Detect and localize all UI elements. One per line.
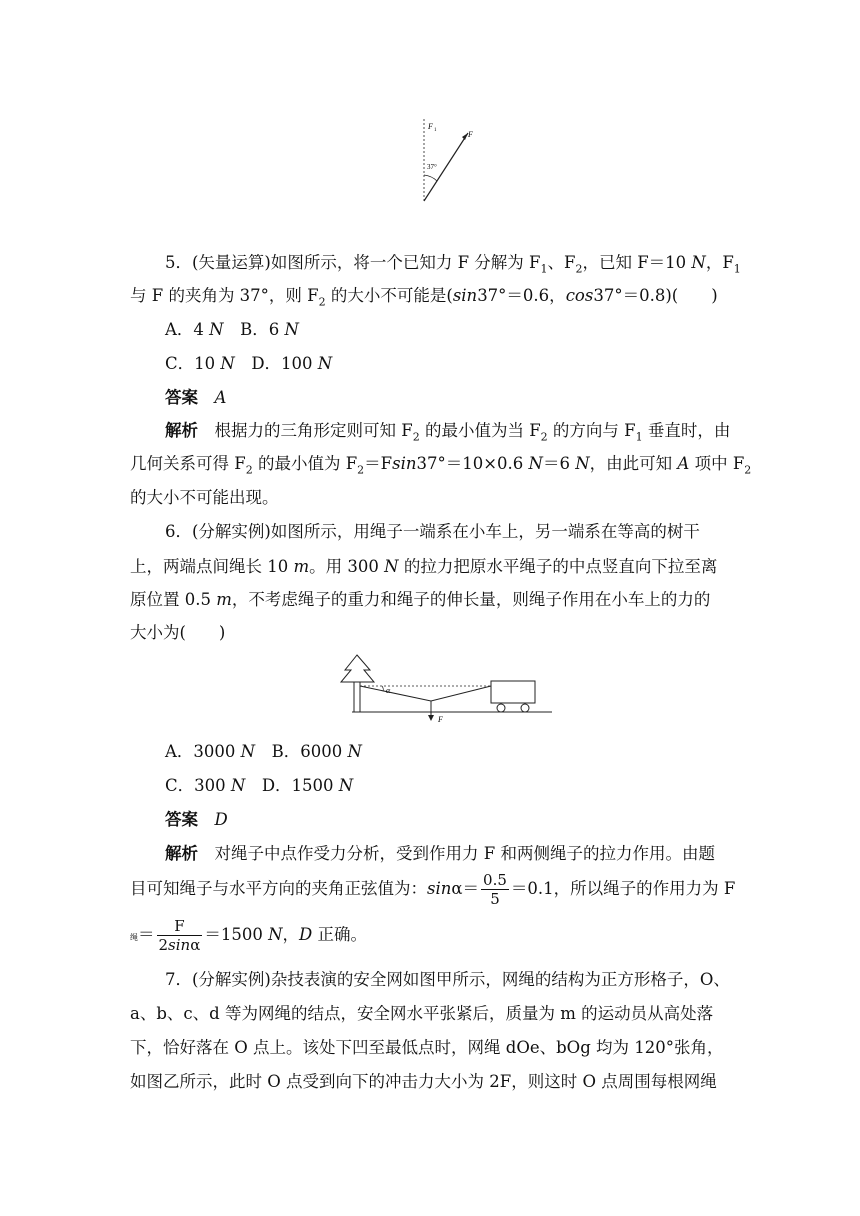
q6-options-ab: A．3000 N B．6000 N [165,742,362,761]
q6-line2: 上，两端点间绳长 10 m。用 300 N 的拉力把原水平绳子的中点竖直向下拉至离 [130,557,718,576]
q5-answer: 答案 A [165,388,227,407]
q5-explanation-1: 解析 根据力的三角形定则可知 $F_2$ 的最小值为当 $F_2$ 的方向与 $F_1$ 垂直时，由 [165,421,731,444]
q5-options-ab: A．4 N B．6 N [165,320,299,339]
q7-line3: 下，恰好落在 O 点上。该处下凹至最低点时，网绳 dOe、bOg 均为 120°张角， [130,1038,724,1057]
label-f: F [468,130,473,139]
svg-text:1: 1 [434,128,437,133]
q5-line1: 5．(矢量运算)如图所示，将一个已知力 F 分解为 $F_1$、$F_2$，已知 F＝10 N，$F_1$ [165,253,741,276]
q6-explanation-1: 解析 对绳子中点作受力分析，受到作用力 F 和两侧绳子的拉力作用。由题 [165,844,715,863]
q7-line4: 如图乙所示，此时 O 点受到向下的冲击力大小为 2F，则这时 O 点周围每根网绳 [130,1072,717,1091]
q6-explanation-3: 绳＝ $\frac{F}{2\sin\alpha}$ ＝1500 N，D 正确。 [130,917,368,954]
fraction-force: $\frac{F}{2\sin\alpha}$ [158,917,201,954]
force-diagram [410,115,490,207]
q5-options-cd: C．10 N D．100 N [165,354,333,373]
fraction-sine: $\frac{0.5}{5}$ [483,871,507,908]
q6-line4: 大小为( ) [130,623,226,642]
angle-label: 37° [427,163,437,171]
rope-cart-diagram [330,652,560,732]
q6-line1: 6．(分解实例)如图所示，用绳子一端系在小车上，另一端系在等高的树干 [165,522,700,541]
q6-line3: 原位置 0.5 m，不考虑绳子的重力和绳子的伸长量，则绳子作用在小车上的力的 [130,590,711,609]
force-label: F [438,715,443,724]
q5-explanation-3: 的大小不可能出现。 [130,488,279,507]
q6-answer: 答案 D [165,810,228,829]
label-f1: F [428,122,433,131]
q5-line2: 与 F 的夹角为 37°，则 $F_2$ 的大小不可能是(sin37°＝0.6，cos37°＝0.8)( ) [130,286,718,309]
q7-line1: 7．(分解实例)杂技表演的安全网如图甲所示，网绳的结构为正方形格子，O、 [165,970,730,989]
q5-explanation-2: 几何关系可得 $F_2$ 的最小值为 $F_2=Fsin37^\circ=10\times 0.6$ N＝6 N，由此可知 A 项中 $F_2$ [130,454,752,477]
q6-options-cd: C．300 N D．1500 N [165,776,354,795]
q7-line2: a、b、c、d 等为网绳的结点，安全网水平张紧后，质量为 m 的运动员从高处落 [130,1004,714,1023]
q6-explanation-2: 目可知绳子与水平方向的夹角正弦值为：sinα＝ $\frac{0.5}{5}$ ＝0.1，所以绳子的作用力为 F [130,871,736,908]
alpha-label: α [386,686,391,695]
